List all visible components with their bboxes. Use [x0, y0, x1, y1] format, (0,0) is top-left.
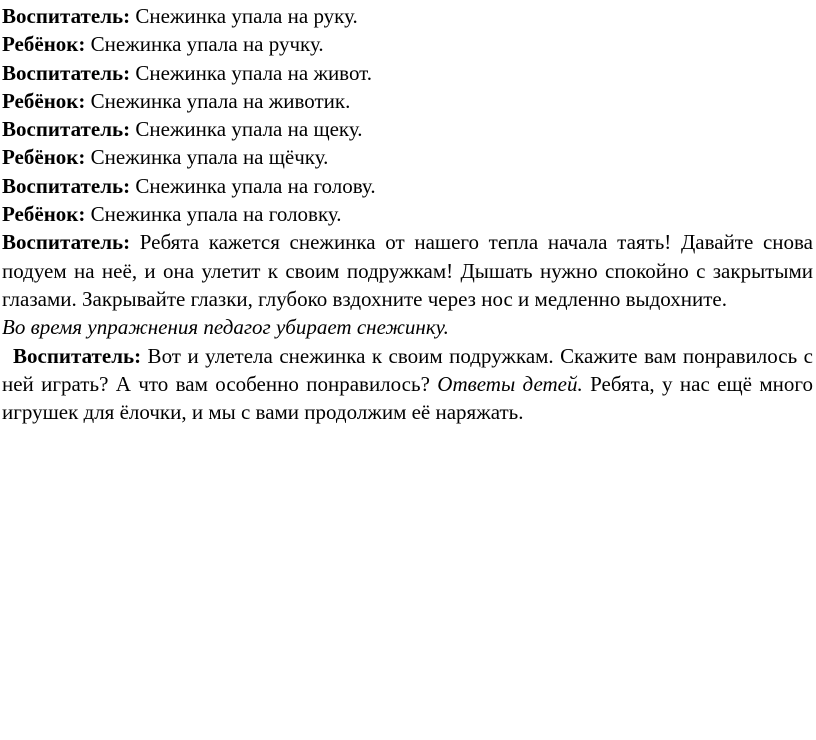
line-text: Снежинка упала на щеку. — [130, 117, 363, 142]
speaker-label: Воспитатель: — [2, 173, 131, 198]
speaker-label: Воспитатель: — [2, 117, 131, 142]
document-body — [2, 2, 813, 426]
children-answers-note: Ответы детей. — [437, 371, 583, 396]
breathing-paragraph — [2, 228, 813, 313]
line-text: Снежинка упала на головку. — [85, 202, 342, 227]
stage-direction: Во время упражнения педагог убирает снежинку. — [2, 315, 449, 340]
dialogue-line — [2, 172, 813, 200]
speaker-label: Воспитатель: — [13, 343, 142, 368]
dialogue-line — [2, 30, 813, 58]
dialogue-line — [2, 87, 813, 115]
dialogue-line — [2, 143, 813, 171]
speaker-label: Воспитатель: — [2, 4, 131, 28]
paragraph-text: Ребята кажется снежинка от нашего тепла начала таять! Давайте снова подуем на неё, и она улетит к своим подружкам! Дышать нужно спокойно с закрытыми глазами. Закрывайте глазки, глубоко вздохните через нос и медленно выдохните. — [2, 230, 813, 311]
closing-paragraph — [2, 342, 813, 427]
dialogue-line — [2, 2, 813, 30]
speaker-label: Ребёнок: — [2, 145, 86, 170]
speaker-label: Ребёнок: — [2, 88, 86, 113]
line-text: Снежинка упала на щёчку. — [85, 145, 329, 170]
speaker-label: Воспитатель: — [2, 60, 131, 85]
line-text: Снежинка упала на ручку. — [85, 32, 324, 57]
dialogue-line — [2, 115, 813, 143]
line-text: Снежинка упала на животик. — [85, 88, 351, 113]
line-text: Снежинка упала на голову. — [130, 173, 376, 198]
paragraph-text: Вот и улетела снежинка к своим подружкам. Скажите вам понравилось с ней играть? А что вам особенно понравилось? — [2, 343, 813, 396]
speaker-label: Воспитатель: — [2, 230, 131, 255]
paragraph-text-continued: Ребята, у нас ещё много игрушек для ёлочки, и мы с вами продолжим её наряжать. — [2, 371, 813, 425]
line-text: Снежинка упала на живот. — [130, 60, 373, 85]
line-text: Снежинка упала на руку. — [130, 4, 358, 28]
speaker-label: Ребёнок: — [2, 202, 86, 227]
dialogue-line — [2, 200, 813, 228]
dialogue-line — [2, 59, 813, 87]
speaker-label: Ребёнок: — [2, 32, 86, 57]
